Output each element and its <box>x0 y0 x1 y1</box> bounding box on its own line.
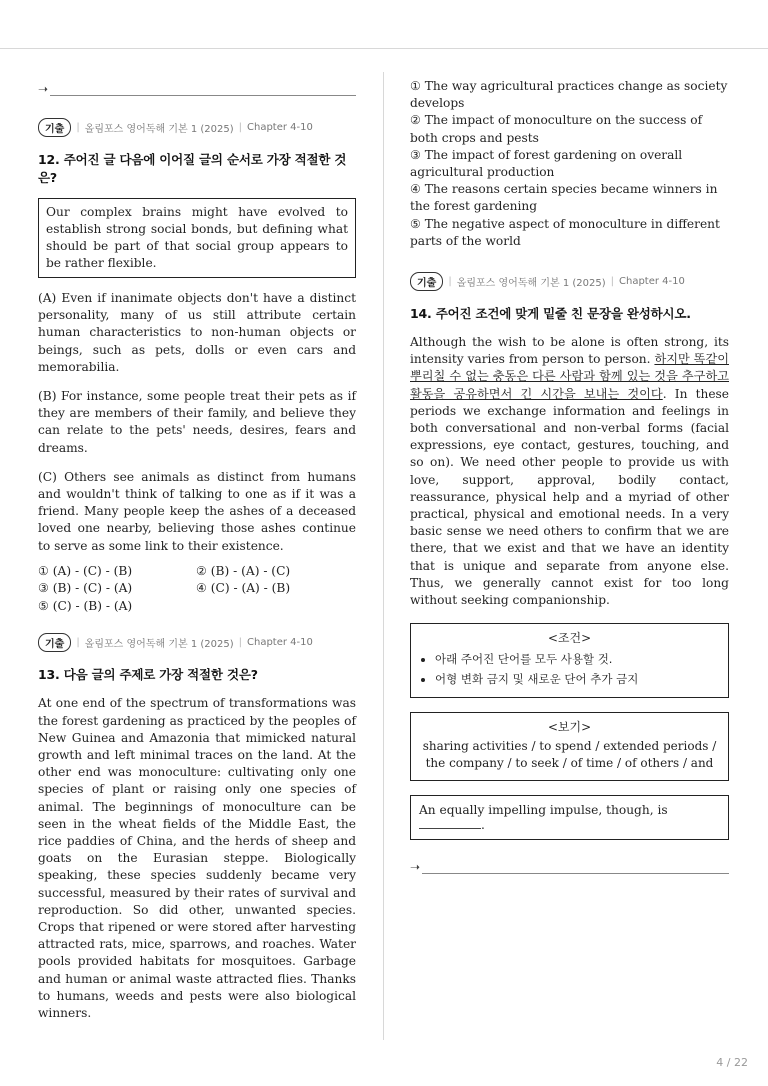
source-chapter: Chapter 4-10 <box>247 122 313 133</box>
source-line-q13 <box>38 633 356 652</box>
paragraph-a: (A) Even if inanimate objects don't have a distinct personality, many of us still attribute certain human characteristics to non-human objects or beings, such as pets, dolls or even cars and memorabilia. <box>38 291 356 374</box>
passage-text-before: Although the wish to be alone is often strong, its intensity varies from person to person. <box>410 335 729 367</box>
question-title-12: 12. 주어진 글 다음에 이어질 글의 순서로 가장 적절한 것은? <box>38 152 347 185</box>
past-exam-badge: 기출 <box>410 272 443 291</box>
word-bank-title: <보기> <box>547 720 592 735</box>
option-2[interactable]: ② (B) - (A) - (C) <box>196 563 291 578</box>
answer-underline <box>50 85 356 96</box>
separator: | <box>76 122 80 133</box>
source-chapter: Chapter 4-10 <box>247 637 313 649</box>
source-book: 올림포스 영어독해 기본 1 (2025) <box>456 278 606 290</box>
right-column <box>410 78 729 874</box>
option-3[interactable]: ③ (B) - (C) - (A) <box>38 581 133 596</box>
given-sentence-box: Our complex brains might have evolved to establish strong social bonds, but defining what should be part of that social group appears to be rather flexible. <box>38 198 356 278</box>
passage-q13: At one end of the spectrum of transformations was the forest gardening as practiced by the peoples of New Guinea and Amazonia that mimicked natural growth and left minimal traces on the land. At the other end was monoculture: cultivating only one species of plant or raising only one species of animal. The beginnings of monoculture can be seen in the wheat fields of the Middle East, the rice paddies of China, and the herds of sheep and goats on the Eurasian steppe. Biologically speaking, these species suddenly became very successful, measured by their rates of survival and reproduction. So did other, unwanted species. Crops that ripened or were stored after harvesting attracted rats, mice, sparrows, and roaches. Water pools provided habitats for mosquitoes. Garbage and human or animal waste attracted flies. Thanks to humans, weeds and pests were also biological winners. <box>38 696 356 1020</box>
answer-underline <box>422 863 729 874</box>
past-exam-badge: 기출 <box>38 633 71 652</box>
answer-options-q13 <box>410 78 729 250</box>
passage-text-after: . In these periods we exchange information and feelings in both conversational and non-verbal forms (facial expressions, eye contact, gestures, touching, and so on). We need other people to provide us with love, support, approval, bodily contact, reassurance, physical help and a myriad of other practical, physical and emotional needs. In a very basic sense we need others to confirm that we are there, that we exist and that we have an identity that is unique and separate from anyone else. Thus, we generally cannot exist for too long without seeking companionship. <box>410 386 729 608</box>
separator: | <box>76 637 80 649</box>
option-3[interactable]: ③ The impact of forest gardening on overall agricultural production <box>410 147 683 180</box>
paragraph-c: (C) Others see animals as distinct from humans and wouldn't think of talking to one as if it was a friend. Many people keep the ashes of a deceased loved one nearby, believing those ashes continue to serve as some link to their existence. <box>38 469 356 553</box>
word-bank-box <box>410 712 729 781</box>
answer-arrow-icon: ➝ <box>410 860 421 875</box>
passage-q14 <box>410 334 729 609</box>
sentence-start: An equally impelling impulse, though, is <box>419 803 668 818</box>
option-4[interactable]: ④ The reasons certain species became winners in the forest gardening <box>410 182 718 214</box>
conditions-title: <조건> <box>547 631 592 646</box>
separator: | <box>238 637 243 649</box>
source-line-q12 <box>38 118 356 137</box>
sentence-blank[interactable] <box>419 817 481 829</box>
source-chapter: Chapter 4-10 <box>619 276 685 288</box>
underlined-sentence: 하지만 똑같이 뿌리칠 수 없는 충동은 다른 사람과 함께 있는 것을 추구하고 활동을 공유하면서 긴 시간을 보내는 것이다 <box>410 352 729 401</box>
answer-line-q11[interactable] <box>38 78 356 96</box>
option-2[interactable]: ② The impact of monoculture on the success of both crops and pests <box>410 113 703 145</box>
option-5[interactable]: ⑤ The negative aspect of monoculture in different parts of the world <box>410 216 720 248</box>
option-1[interactable]: ① The way agricultural practices change as society develops <box>410 79 728 111</box>
answer-line-q14[interactable] <box>410 856 729 874</box>
option-5[interactable]: ⑤ (C) - (B) - (A) <box>38 598 133 613</box>
page-number: 4 / 22 <box>716 1056 748 1069</box>
source-line-q14 <box>410 272 729 291</box>
word-bank-words: sharing activities / to spend / extended periods / the company / to seek / of time / of others / and <box>422 739 717 771</box>
separator: | <box>238 122 243 133</box>
sentence-end: . <box>481 818 485 833</box>
question-title-13: 13. 다음 글의 주제로 가장 적절한 것은? <box>38 667 258 683</box>
condition-item: • 어형 변화 금지 및 새로운 단어 추가 금지 <box>435 669 718 689</box>
past-exam-badge: 기출 <box>38 118 71 137</box>
column-divider <box>383 72 384 1040</box>
conditions-box <box>410 623 729 698</box>
completion-sentence-box <box>410 795 729 840</box>
header-rule <box>0 48 768 49</box>
separator: | <box>448 276 452 288</box>
answer-arrow-icon: ➝ <box>38 82 49 96</box>
question-title-14: 14. 주어진 조건에 맞게 밑줄 친 문장을 완성하시오. <box>410 306 691 322</box>
condition-item: • 아래 주어진 단어를 모두 사용할 것. <box>435 649 718 669</box>
left-column <box>38 78 356 1022</box>
conditions-list <box>421 649 718 689</box>
answer-options-q12 <box>38 563 356 616</box>
paragraph-b: (B) For instance, some people treat their pets as if they are members of their family, and believe they can relate to the pets' needs, desires, fears and dreams. <box>38 389 356 455</box>
option-4[interactable]: ④ (C) - (A) - (B) <box>196 581 291 596</box>
source-book: 올림포스 영어독해 기본 1 (2025) <box>84 124 234 135</box>
source-book: 올림포스 영어독해 기본 1 (2025) <box>84 639 234 651</box>
separator: | <box>610 276 615 288</box>
option-1[interactable]: ① (A) - (C) - (B) <box>38 563 133 578</box>
